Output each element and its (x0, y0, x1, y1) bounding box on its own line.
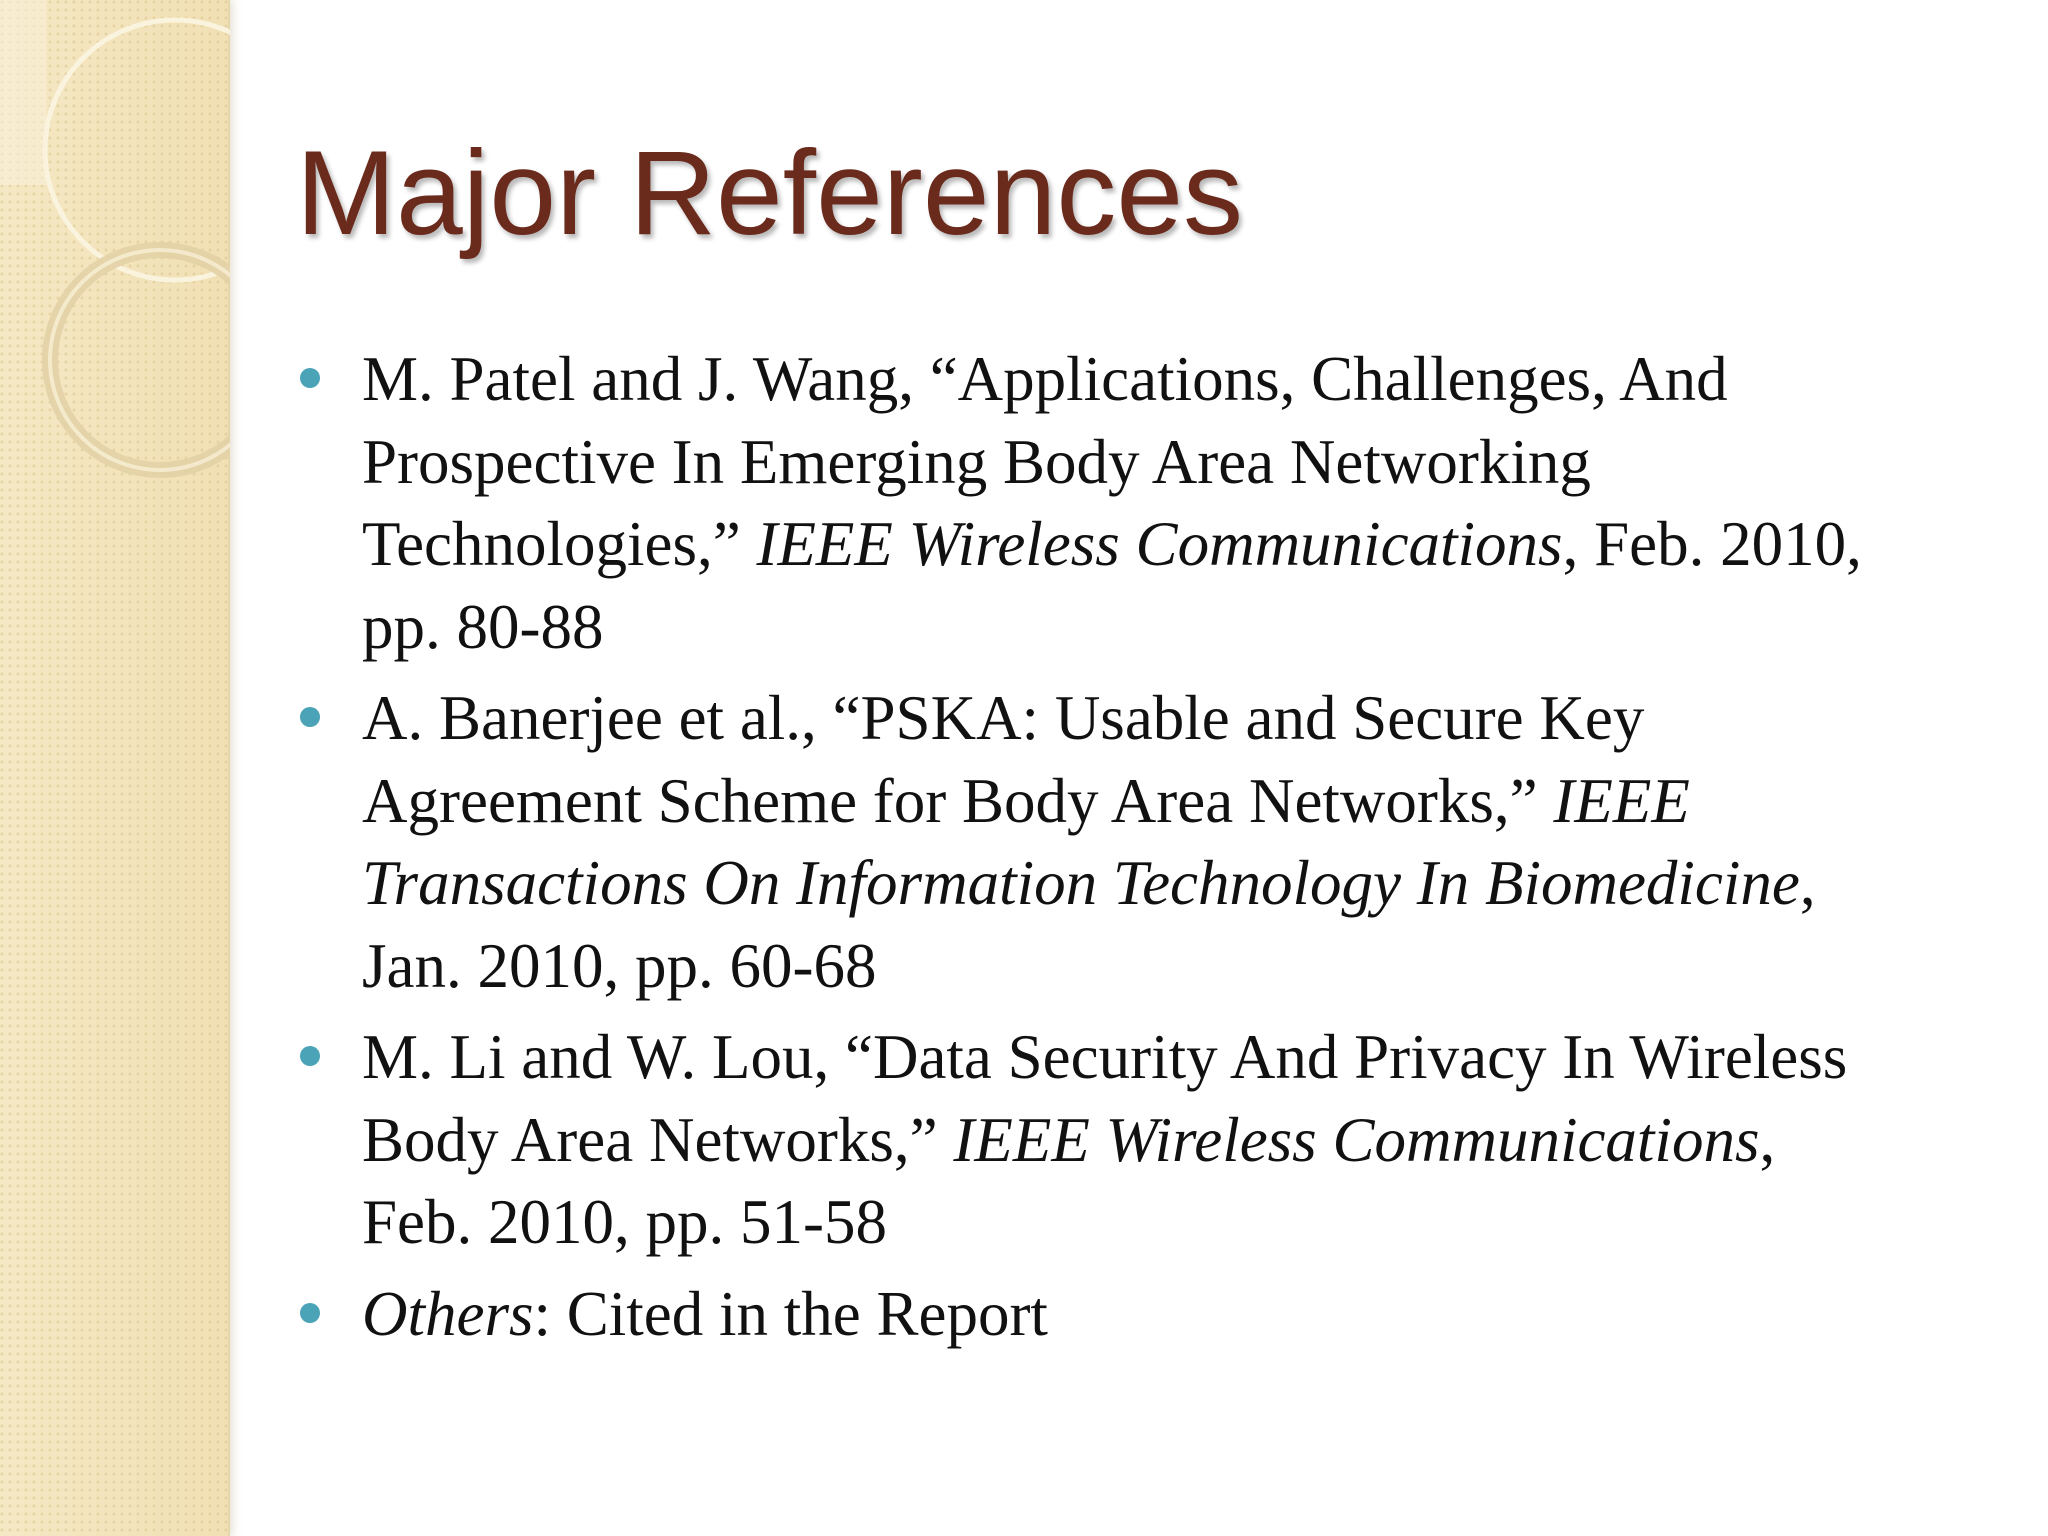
reference-list (300, 338, 1880, 1364)
reference-article-title: “Applications, Challenges, And Prospective In Emerging Body Area Networking Technologies,” (362, 344, 1728, 579)
decorative-rings-icon (0, 0, 230, 520)
reference-authors: A. Banerjee et al., (362, 683, 833, 753)
reference-item-others (300, 1273, 1880, 1356)
reference-details: , Feb. 2010, pp. 51-58 (362, 1104, 1776, 1257)
reference-authors: M. Patel and J. Wang, (362, 344, 930, 414)
reference-item-1 (300, 338, 1880, 668)
reference-item-2 (300, 677, 1880, 1007)
reference-details: , Feb. 2010, pp. 80-88 (362, 509, 1862, 662)
bullet-icon (300, 1303, 320, 1323)
reference-journal: IEEE Wireless Communications (756, 509, 1563, 579)
bullet-icon (300, 1046, 320, 1066)
others-text: : Cited in the Report (533, 1278, 1048, 1349)
reference-journal: IEEE Transactions On Information Technology In Biomedicine (362, 765, 1800, 918)
bullet-icon (300, 368, 320, 388)
reference-item-3 (300, 1016, 1880, 1264)
bullet-icon (300, 707, 320, 727)
others-label: Others (362, 1278, 534, 1349)
reference-article-title: “Data Security And Privacy In Wireless Body Area Networks,” (362, 1022, 1848, 1175)
reference-details: , Jan. 2010, pp. 60-68 (362, 848, 1816, 1001)
reference-article-title: “PSKA: Usable and Secure Key Agreement Scheme for Body Area Networks,” (362, 683, 1645, 836)
slide-title: Major References (296, 126, 1244, 260)
reference-journal: IEEE Wireless Communications (953, 1104, 1760, 1175)
decorative-side-band (0, 0, 230, 1536)
reference-authors: M. Li and W. Lou, (362, 1022, 845, 1092)
